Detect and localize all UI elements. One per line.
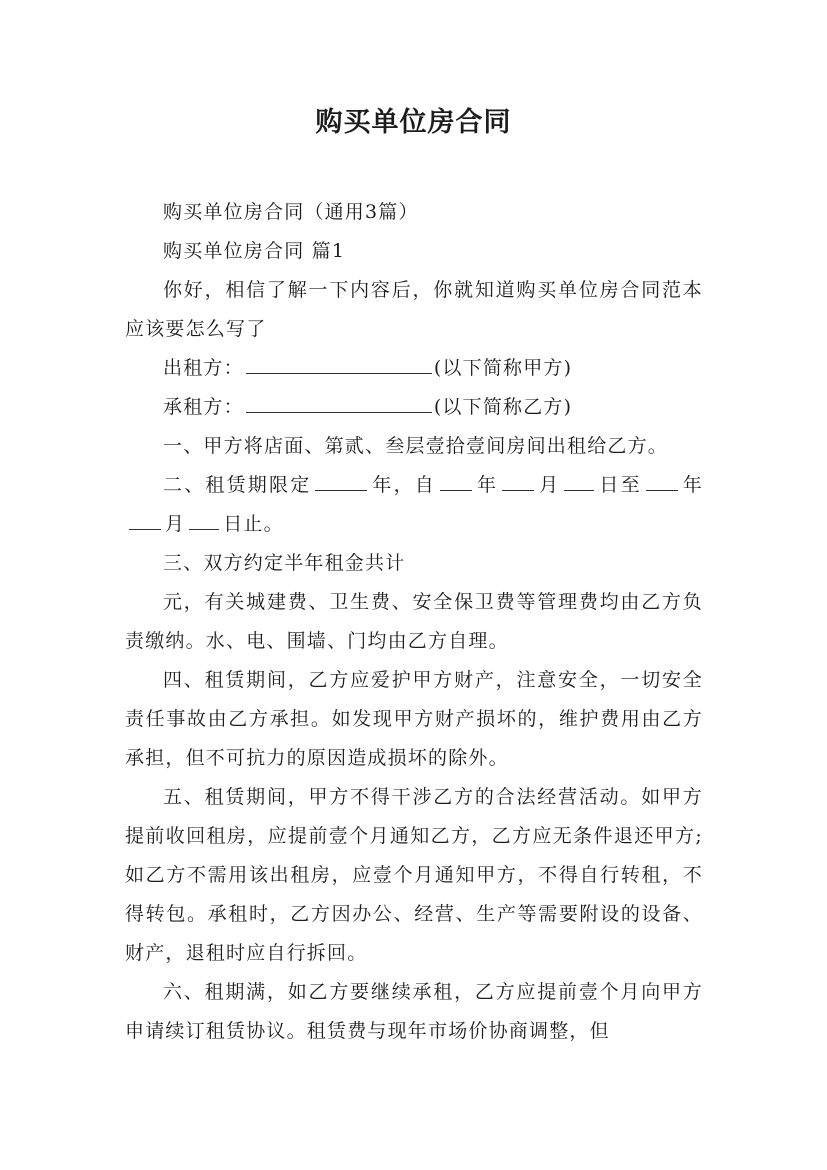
start-year-blank bbox=[440, 476, 472, 491]
clause-2-text-a: 二、租赁期限定 bbox=[163, 474, 312, 496]
lessee-blank bbox=[246, 398, 432, 413]
paragraph-clause-5: 五、租赁期间，甲方不得干涉乙方的合法经营活动。如甲方提前收回租房，应提前壹个月通知乙方，乙方应无条件退还甲方;如乙方不需用该出租房，应壹个月通知甲方，不得自行转租，不得转包。承租时，乙方因办公、经营、生产等需要附设的设备、财产，退租时应自行拆回。 bbox=[125, 786, 703, 964]
paragraph-intro: 你好，相信了解一下内容后，你就知道购买单位房合同范本应该要怎么写了 bbox=[125, 279, 703, 340]
paragraph-clause-1: 一、甲方将店面、第贰、叁层壹拾壹间房间出租给乙方。 bbox=[163, 435, 669, 457]
clause-2-text-e: 日至 bbox=[598, 474, 642, 496]
term-years-blank bbox=[315, 476, 367, 491]
clause-2-text-d: 月 bbox=[538, 474, 561, 496]
start-month-blank bbox=[502, 476, 534, 491]
paragraph-clause-3-cont: 元，有关城建费、卫生费、安全保卫费等管理费均由乙方负责缴纳。水、电、围墙、门均由乙方自理。 bbox=[125, 591, 703, 652]
paragraph-clause-6: 六、租期满，如乙方要继续承租，乙方应提前壹个月向甲方申请续订租赁协议。租赁费与现年市场价协商调整，但 bbox=[125, 981, 703, 1042]
paragraph-lessee bbox=[125, 388, 703, 427]
end-month-blank bbox=[129, 515, 161, 530]
paragraph-lessor bbox=[125, 349, 703, 388]
clause-2-text-g: 月 bbox=[165, 513, 186, 535]
end-year-blank bbox=[646, 476, 678, 491]
clause-2-text-h: 日止。 bbox=[223, 513, 284, 535]
clause-2-text-c: 年 bbox=[475, 474, 499, 496]
clause-2-text-b: 年，自 bbox=[371, 474, 436, 496]
lessor-blank bbox=[246, 359, 432, 374]
document-title: 购买单位房合同 bbox=[315, 107, 512, 138]
end-day-blank bbox=[189, 515, 219, 530]
paragraph-clause-2 bbox=[125, 466, 703, 544]
paragraph-clause-4: 四、租赁期间，乙方应爱护甲方财产，注意安全，一切安全责任事故由乙方承担。如发现甲方财产损坏的，维护费用由乙方承担，但不可抗力的原因造成损坏的除外。 bbox=[125, 669, 703, 769]
lessor-suffix: (以下简称甲方) bbox=[433, 357, 573, 379]
clause-2-text-f: 年 bbox=[681, 474, 703, 496]
document-body bbox=[125, 193, 703, 1051]
lessee-suffix: (以下简称乙方) bbox=[433, 396, 573, 418]
paragraph-clause-3: 三、双方约定半年租金共计 bbox=[163, 552, 406, 574]
paragraph-section-heading: 购买单位房合同 篇1 bbox=[163, 240, 346, 262]
paragraph-subtitle: 购买单位房合同（通用3篇） bbox=[163, 201, 419, 223]
start-day-blank bbox=[564, 476, 594, 491]
lessee-label: 承租方： bbox=[163, 396, 244, 418]
lessor-label: 出租方： bbox=[163, 357, 244, 379]
